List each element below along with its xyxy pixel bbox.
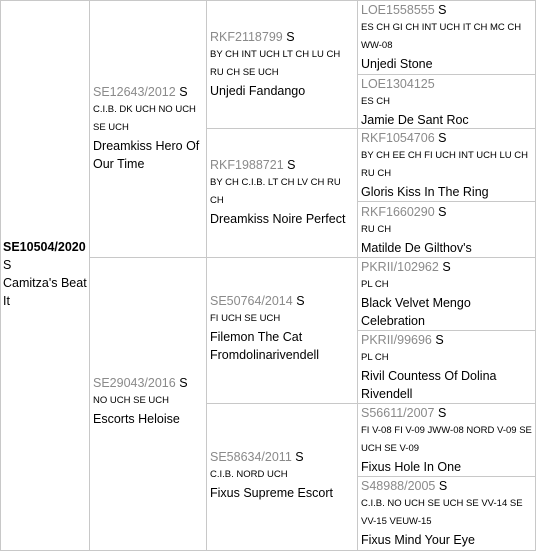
cat-name: Dreamkiss Noire Perfect: [210, 212, 346, 226]
cat-sex: S: [179, 85, 188, 99]
registration-number: PKRII/99696 S: [361, 333, 444, 347]
registration-number: SE29043/2016 S: [93, 376, 188, 390]
cat-name: Jamie De Sant Roc: [361, 113, 469, 127]
pedigree-cell-sds: [358, 129, 536, 202]
cat-sex: S: [179, 376, 188, 390]
cat-sex: S: [442, 260, 451, 274]
cat-titles: FI UCH SE UCH: [210, 313, 281, 324]
pedigree-cell-dss: [358, 258, 536, 331]
pedigree-cell-sire-dam: [207, 129, 358, 258]
registration-number: RKF1054706 S: [361, 131, 447, 145]
registration-number: SE10504/2020: [3, 240, 86, 254]
cat-titles: FI V-08 FI V-09 JWW-08 NORD V-09 SE UCH SE V-09: [361, 425, 532, 454]
cat-titles: BY CH INT UCH LT CH LU CH RU CH SE UCH: [210, 49, 341, 78]
registration-number: RKF1660290 S: [361, 205, 447, 219]
pedigree-cell-ssd: [358, 75, 536, 129]
pedigree-cell-dds: [358, 404, 536, 477]
cat-sex: S: [435, 333, 444, 347]
cat-sex: S: [295, 450, 304, 464]
cat-titles: BY CH C.I.B. LT CH LV CH RU CH: [210, 177, 341, 206]
cat-sex: S: [286, 30, 295, 44]
pedigree-cell-sire: [90, 0, 207, 258]
cat-titles: PL CH: [361, 352, 389, 363]
cat-name: Escorts Heloise: [93, 412, 180, 426]
pedigree-cell-sdd: [358, 202, 536, 258]
cat-name: Unjedi Fandango: [210, 84, 306, 98]
pedigree-cell-dam-sire: [207, 258, 358, 404]
pedigree-cell-ddd: [358, 477, 536, 551]
cat-titles: BY CH EE CH FI UCH INT UCH LU CH RU CH: [361, 150, 528, 179]
cat-sex: S: [437, 406, 447, 420]
cat-sex: S: [287, 158, 296, 172]
cat-titles: RU CH: [361, 224, 392, 235]
pedigree-cell-dam: [90, 258, 207, 551]
cat-name: Fixus Hole In One: [361, 460, 462, 474]
registration-number: S48988/2005 S: [361, 479, 448, 493]
pedigree-cell-sire-sire: [207, 0, 358, 129]
cat-titles: C.I.B. DK UCH NO UCH SE UCH: [93, 104, 196, 133]
cat-sex: S: [438, 205, 447, 219]
registration-number: SE58634/2011 S: [210, 450, 304, 464]
registration-number: PKRII/102962 S: [361, 260, 451, 274]
cat-name: Matilde De Gilthov's: [361, 241, 472, 255]
cat-name: Fixus Mind Your Eye: [361, 533, 475, 547]
cat-sex: S: [296, 294, 305, 308]
cat-name: Gloris Kiss In The Ring: [361, 185, 489, 199]
cat-name: Black Velvet Mengo Celebration: [361, 296, 471, 328]
cat-name: Rivil Countess Of Dolina Rivendell: [361, 369, 497, 401]
cat-name: Fixus Supreme Escort: [210, 486, 333, 500]
registration-number: LOE1558555 S: [361, 3, 447, 17]
cat-titles: ES CH: [361, 96, 391, 107]
cat-titles: C.I.B. NORD UCH: [210, 469, 288, 480]
registration-number: SE50764/2014 S: [210, 294, 305, 308]
cat-sex: S: [438, 3, 447, 17]
cat-titles: C.I.B. NO UCH SE UCH SE VV-14 SE VV-15 VEUW-15: [361, 498, 523, 527]
pedigree-cell-dsd: [358, 331, 536, 404]
cat-name: Filemon The Cat Fromdolinarivendell: [210, 330, 320, 362]
cat-name: Dreamkiss Hero Of Our Time: [93, 139, 200, 171]
cat-sex: S: [3, 258, 12, 272]
cat-titles: ES CH GI CH INT UCH IT CH MC CH WW-08: [361, 22, 522, 51]
cat-name: Unjedi Stone: [361, 57, 433, 71]
registration-number: RKF1988721 S: [210, 158, 296, 172]
registration-number: RKF2118799 S: [210, 30, 295, 44]
registration-number: SE12643/2012 S: [93, 85, 188, 99]
pedigree-cell-subject: [0, 0, 90, 551]
pedigree-cell-sss: [358, 0, 536, 75]
pedigree-cell-dam-dam: [207, 404, 358, 551]
cat-titles: NO UCH SE UCH: [93, 395, 170, 406]
cat-name: Camitza's Beat It: [3, 276, 87, 308]
cat-sex: S: [438, 131, 447, 145]
cat-sex: S: [438, 479, 448, 493]
registration-number: S56611/2007 S: [361, 406, 447, 420]
registration-number: LOE1304125: [361, 77, 435, 91]
cat-titles: PL CH: [361, 279, 389, 290]
